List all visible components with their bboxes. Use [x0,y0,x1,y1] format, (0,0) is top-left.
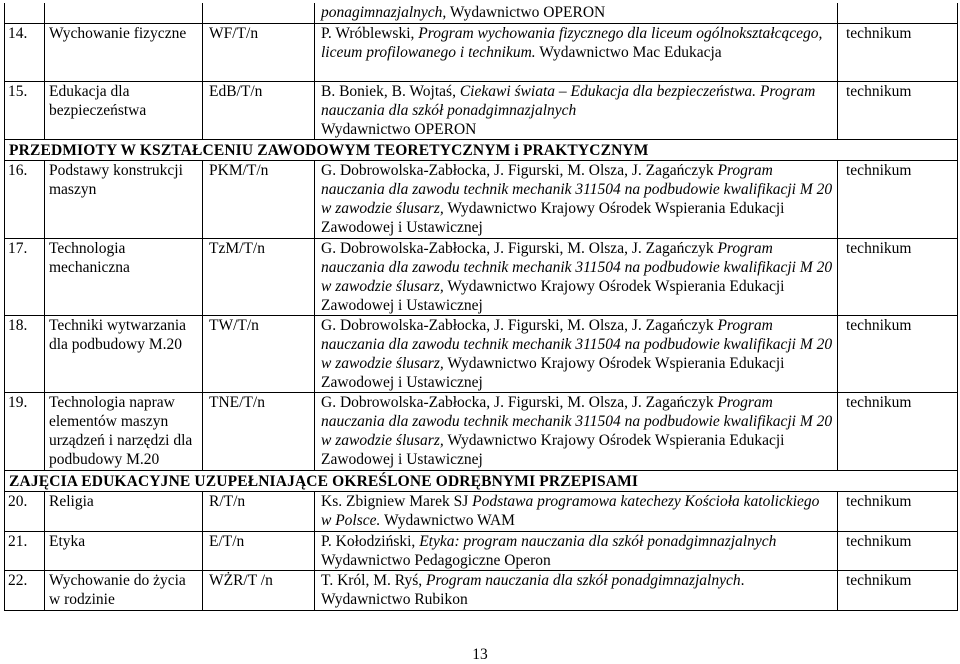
school-type: technikum [838,23,958,81]
program-code: TNE/T/n [203,392,315,470]
section-title-vocational: PRZEDMIOTY W KSZTAŁCENIU ZAWODOWYM TEORETYCZNYM i PRAKTYCZNYM [5,139,958,160]
table-row [5,238,958,315]
program-code: E/T/n [203,531,315,570]
program-authors: G. Dobrowolska-Zabłocka, J. Figurski, M. Olsza, J. Zagańczyk [321,239,718,257]
program-code: WŻR/T /n [203,570,315,610]
program-title: Program nauczania dla zawodu technik mechanik 311504 na podbudowie kwalifikacji M 20 w zawodzie ślusarz, [321,161,833,217]
row-number: 21. [5,531,45,570]
program-description [315,491,838,531]
program-title: Program nauczania dla zawodu technik mechanik 311504 na podbudowie kwalifikacji M 20 w zawodzie ślusarz, [321,393,833,449]
school-type: technikum [838,491,958,531]
program-authors: P. Kołodziński, [321,532,420,550]
subject-name: Religia [45,491,203,531]
program-description [315,531,838,570]
program-publisher: Wydawnictwo Krajowy Ośrodek Wspierania Edukacji Zawodowej i Ustawicznej [321,431,785,468]
row-number: 17. [5,238,45,315]
continuation-publisher: Wydawnictwo OPERON [446,4,606,21]
table-row [5,531,958,570]
program-description [315,315,838,392]
program-authors: G. Dobrowolska-Zabłocka, J. Figurski, M. Olsza, J. Zagańczyk [321,316,718,334]
school-type: technikum [838,238,958,315]
program-publisher: Wydawnictwo Pedagogiczne Operon [321,551,551,569]
program-description [315,160,838,238]
page-number: 13 [472,646,488,663]
row-number: 15. [5,81,45,139]
program-code: R/T/n [203,491,315,531]
subject-name: Etyka [45,531,203,570]
school-type: technikum [838,315,958,392]
program-title: Ciekawi świata – Edukacja dla bezpieczeństwa. Program nauczania dla szkół ponadgimnazjalnych [321,82,816,119]
school-type: technikum [838,392,958,470]
row-number: 20. [5,491,45,531]
table-row [5,570,958,610]
program-description [315,81,838,139]
row-number: 22. [5,570,45,610]
program-code: TW/T/n [203,315,315,392]
program-title: Podstawa programowa katechezy Kościoła katolickiego w Polsce. [321,492,820,529]
subject-name: Techniki wytwarzania dla podbudowy M.20 [45,315,203,392]
subject-name: Podstawy konstrukcji maszyn [45,160,203,238]
program-authors: P. Wróblewski, [321,24,419,42]
continuation-text: ponagimnazjalnych, [321,4,447,21]
program-code: TzM/T/n [203,238,315,315]
section-title-additional: ZAJĘCIA EDUKACYJNE UZUPEŁNIAJĄCE OKREŚLONE ODRĘBNYMI PRZEPISAMI [5,470,958,491]
program-description [315,23,838,81]
program-publisher: Wydawnictwo OPERON [321,120,477,138]
continuation-row [5,3,958,23]
program-authors: Ks. Zbigniew Marek SJ [321,492,473,510]
program-description [315,392,838,470]
program-authors: G. Dobrowolska-Zabłocka, J. Figurski, M. Olsza, J. Zagańczyk [321,161,718,179]
program-title: Program wychowania fizycznego dla liceum ogólnokształcącego, liceum profilowanego i technikum. [321,24,823,61]
row-number: 16. [5,160,45,238]
program-description [315,570,838,610]
table-row [5,392,958,470]
program-publisher: Wydawnictwo WAM [380,511,515,529]
school-type: technikum [838,160,958,238]
table-row [5,81,958,139]
program-authors: G. Dobrowolska-Zabłocka, J. Figurski, M. Olsza, J. Zagańczyk [321,393,718,411]
row-number: 19. [5,392,45,470]
program-publisher: Wydawnictwo Krajowy Ośrodek Wspierania Edukacji Zawodowej i Ustawicznej [321,354,785,391]
program-code: WF/T/n [203,23,315,81]
school-type: technikum [838,531,958,570]
subject-name: Technologia mechaniczna [45,238,203,315]
section-header-row [5,470,958,491]
program-publisher: Wydawnictwo Krajowy Ośrodek Wspierania Edukacji Zawodowej i Ustawicznej [321,199,785,236]
program-code: EdB/T/n [203,81,315,139]
program-description [315,238,838,315]
table-row [5,315,958,392]
program-publisher: Wydawnictwo Mac Edukacja [535,43,722,61]
subject-name: Technologia napraw elementów maszyn urządzeń i narzędzi dla podbudowy M.20 [45,392,203,470]
table-row [5,491,958,531]
row-number: 14. [5,23,45,81]
program-title: Program nauczania dla zawodu technik mechanik 311504 na podbudowie kwalifikacji M 20 w zawodzie ślusarz, [321,316,833,372]
table-row [5,160,958,238]
program-publisher: . Wydawnictwo Rubikon [321,571,745,608]
curriculum-table [4,3,958,611]
school-type: technikum [838,570,958,610]
program-code: PKM/T/n [203,160,315,238]
row-number: 18. [5,315,45,392]
subject-name: Edukacja dla bezpieczeństwa [45,81,203,139]
program-authors: B. Boniek, B. Wojtaś, [321,82,460,100]
school-type: technikum [838,81,958,139]
table-row [5,23,958,81]
continuation-cell [315,3,838,23]
subject-name: Wychowanie fizyczne [45,23,203,81]
program-title: Etyka: program nauczania dla szkół ponadgimnazjalnych [419,532,777,550]
subject-name: Wychowanie do życia w rodzinie [45,570,203,610]
section-header-row [5,139,958,160]
program-title: Program nauczania dla szkół ponadgimnazjalnych [426,571,741,589]
program-publisher: Wydawnictwo Krajowy Ośrodek Wspierania Edukacji Zawodowej i Ustawicznej [321,277,785,314]
program-title: Program nauczania dla zawodu technik mechanik 311504 na podbudowie kwalifikacji M 20 w zawodzie ślusarz, [321,239,833,295]
program-authors: T. Król, M. Ryś, [321,571,427,589]
